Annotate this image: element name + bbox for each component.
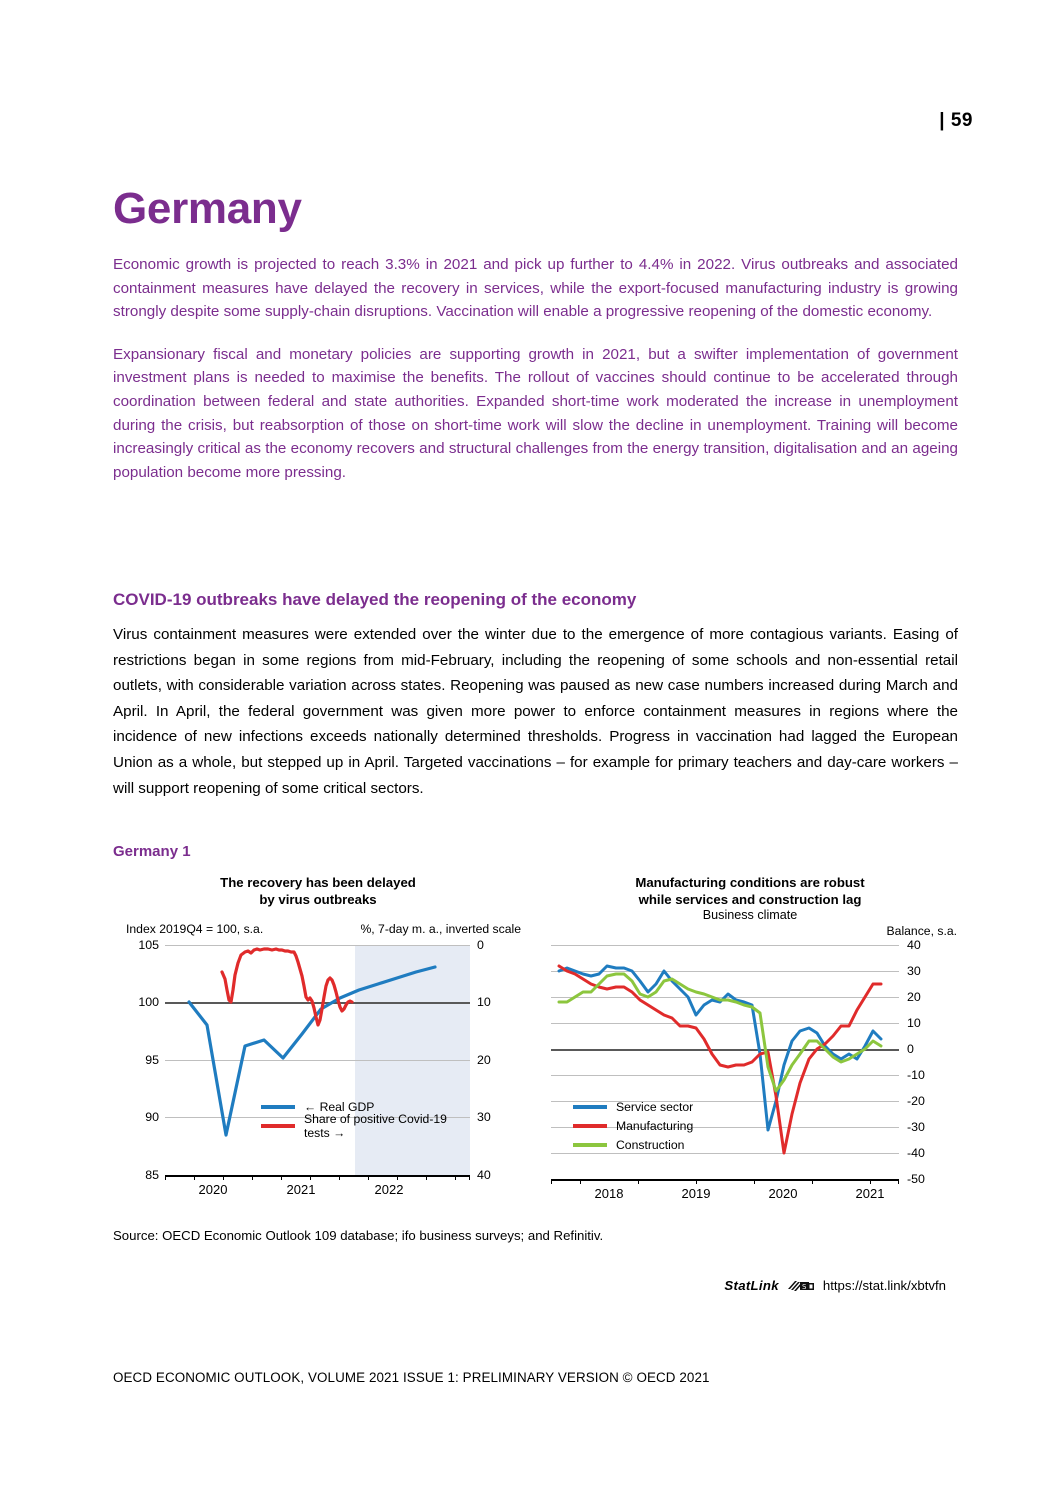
chart-right-title-line-1: Manufacturing conditions are robust — [635, 875, 865, 890]
page-footer: OECD ECONOMIC OUTLOOK, VOLUME 2021 ISSUE 1: PRELIMINARY VERSION © OECD 2021 — [113, 1370, 710, 1385]
ytick-right-30: 30 — [477, 1110, 491, 1124]
legend-swatch-manufacturing — [573, 1124, 607, 1128]
ytick-left-100: 100 — [138, 995, 159, 1009]
legend-swatch-construction — [573, 1143, 607, 1147]
legend-label-positive-tests: Share of positive Covid-19 tests → — [304, 1111, 447, 1140]
ytick-right-20: 20 — [477, 1053, 491, 1067]
ytick-left-95: 95 — [145, 1053, 159, 1067]
ytick-40: 40 — [907, 938, 921, 952]
figure-label: Germany 1 — [113, 843, 191, 860]
chart-right-yaxis-unit: Balance, s.a. — [886, 924, 957, 938]
legend-item-service-sector — [573, 1097, 693, 1116]
ytick-right-40: 40 — [477, 1168, 491, 1182]
legend-item-manufacturing — [573, 1116, 693, 1135]
rxtick-mark-2 — [638, 1179, 639, 1184]
chart-left-title-line-2: by virus outbreaks — [259, 891, 377, 907]
xtick-mark-10 — [455, 1175, 456, 1180]
page-number: | 59 — [939, 110, 973, 131]
statlink-label: StatLink — [724, 1278, 779, 1293]
xtick-mark-0 — [165, 1175, 166, 1180]
ytick-m10: -10 — [907, 1068, 925, 1082]
section-heading: COVID-19 outbreaks have delayed the reopening of the economy — [113, 590, 637, 610]
ytick-left-90: 90 — [145, 1110, 159, 1124]
chart-left-series — [165, 945, 470, 1175]
intro-paragraph-2: Expansionary fiscal and monetary policies are supporting growth in 2021, but a swifter implementation of government investment plans is needed to maximise the benefits. The rollout of vaccines should continue to be accelerated through coordination between federal and state authorities. Expanded short-time work moderated the increase in unemployment during the crisis, but reabsorption of those on short-time work will slow the decline in unemployment. Training will become increasingly critical as the economy recovers and structural challenges from the energy transition, digitalisation and an ageing population become more pressing. — [113, 345, 958, 481]
legend-label-service-sector: Service sector — [616, 1099, 694, 1114]
ytick-30: 30 — [907, 964, 921, 978]
rxtick-mark-1 — [580, 1179, 581, 1184]
xtick-mark-9 — [426, 1175, 427, 1180]
rxtick-mark-4 — [754, 1179, 755, 1184]
ytick-20: 20 — [907, 990, 921, 1004]
chart-right-title-line-2: while services and construction lag — [638, 891, 862, 907]
series-construction — [559, 974, 881, 1091]
chart-right-subtitle: Business climate — [702, 908, 798, 922]
ytick-m40: -40 — [907, 1146, 925, 1160]
page-title: Germany — [113, 184, 302, 234]
rxtick-mark-0 — [551, 1179, 552, 1184]
ytick-m50: -50 — [907, 1172, 925, 1186]
ytick-right-0: 0 — [477, 938, 484, 952]
ytick-m30: -30 — [907, 1120, 925, 1134]
section-body — [113, 622, 958, 801]
ytick-left-105: 105 — [138, 938, 159, 952]
chart-right-title — [541, 875, 959, 908]
svg-text:S: S — [801, 1282, 807, 1291]
rxtick-label-2018: 2018 — [594, 1186, 624, 1201]
chart-right-plot-area — [551, 945, 899, 1179]
chart-left-title-line-1: The recovery has been delayed — [220, 875, 416, 890]
section-body-paragraph: Virus containment measures were extended over the winter due to the emergence of more contagious variants. Easing of restrictions began in some regions from mid-February, including the reopening of some schools and non-essential retail outlets, with considerable variation across states. Reopening was paused as new case numbers increased during March and April. In April, the federal government was given more power to enforce containment measures in regions where the incidence of new infections exceeds nationally determined thresholds. Progress in vaccination had lagged the European Union as a whole, but stepped up in April. Targeted vaccinations – for example for primary teachers and day-care workers – will support reopening of some critical sectors. — [113, 626, 958, 797]
rxtick-label-2021: 2021 — [855, 1186, 885, 1201]
ytick-10: 10 — [907, 1016, 921, 1030]
chart-left-yaxis-unit-left: Index 2019Q4 = 100, s.a. — [126, 922, 264, 936]
chart-right-xaxis — [551, 1179, 899, 1181]
rxtick-mark-7 — [898, 1179, 899, 1184]
chart-left-xaxis — [165, 1175, 470, 1177]
xtick-mark-8 — [397, 1175, 398, 1180]
statlink-url[interactable]: https://stat.link/xbtvfn — [822, 1278, 946, 1293]
xtick-mark-5 — [310, 1175, 311, 1180]
chart-left-yaxis-unit-right: %, 7-day m. a., inverted scale — [360, 922, 521, 936]
legend-swatch-service-sector — [573, 1105, 607, 1109]
intro-paragraph-1: Economic growth is projected to reach 3.3% in 2021 and pick up further to 4.4% in 2022. Virus outbreaks and associated containment measures have delayed the recovery in services, while the export-focused manufacturing industry is growing strongly despite some supply-chain disruptions. Vaccination will enable a progressive reopening of the domestic economy. — [113, 256, 958, 321]
chart-recovery-delayed — [113, 872, 523, 1202]
xtick-mark-3 — [252, 1175, 253, 1180]
legend-item-positive-tests — [261, 1111, 470, 1140]
ytick-right-10: 10 — [477, 995, 491, 1009]
rxtick-mark-6 — [870, 1179, 871, 1184]
figure-source: Source: OECD Economic Outlook 109 database; ifo business surveys; and Refinitiv. — [113, 1228, 604, 1243]
xtick-label-2021: 2021 — [286, 1182, 316, 1197]
chart-left-title — [113, 875, 523, 908]
chart-left-plot-area — [165, 945, 470, 1175]
ytick-m20: -20 — [907, 1094, 925, 1108]
rxtick-mark-5 — [812, 1179, 813, 1184]
chart-right-legend — [573, 1097, 693, 1154]
chart-business-climate — [541, 872, 959, 1202]
legend-label-construction: Construction — [616, 1137, 685, 1152]
ytick-left-85: 85 — [145, 1168, 159, 1182]
xtick-mark-7 — [368, 1175, 369, 1180]
xtick-mark-2 — [223, 1175, 224, 1180]
xtick-mark-11 — [469, 1175, 470, 1180]
xtick-mark-6 — [339, 1175, 340, 1180]
legend-label-manufacturing: Manufacturing — [616, 1118, 694, 1133]
series-positive-tests — [222, 949, 352, 1025]
xtick-label-2020: 2020 — [198, 1182, 228, 1197]
intro-block — [113, 253, 958, 484]
xtick-mark-1 — [194, 1175, 195, 1180]
legend-item-construction — [573, 1135, 693, 1154]
statlink-block — [724, 1278, 946, 1293]
rxtick-mark-3 — [696, 1179, 697, 1184]
xtick-label-2022: 2022 — [374, 1182, 404, 1197]
legend-swatch-real-gdp — [261, 1105, 295, 1109]
legend-label-real-gdp: ← Real GDP — [304, 1099, 375, 1114]
figure-charts — [113, 872, 959, 1202]
chart-left-legend — [261, 1097, 470, 1140]
rxtick-label-2020: 2020 — [768, 1186, 798, 1201]
xtick-mark-4 — [281, 1175, 282, 1180]
legend-swatch-positive-tests — [261, 1124, 295, 1128]
ytick-0: 0 — [907, 1042, 914, 1056]
rxtick-label-2019: 2019 — [681, 1186, 711, 1201]
statlink-icon — [788, 1279, 814, 1293]
